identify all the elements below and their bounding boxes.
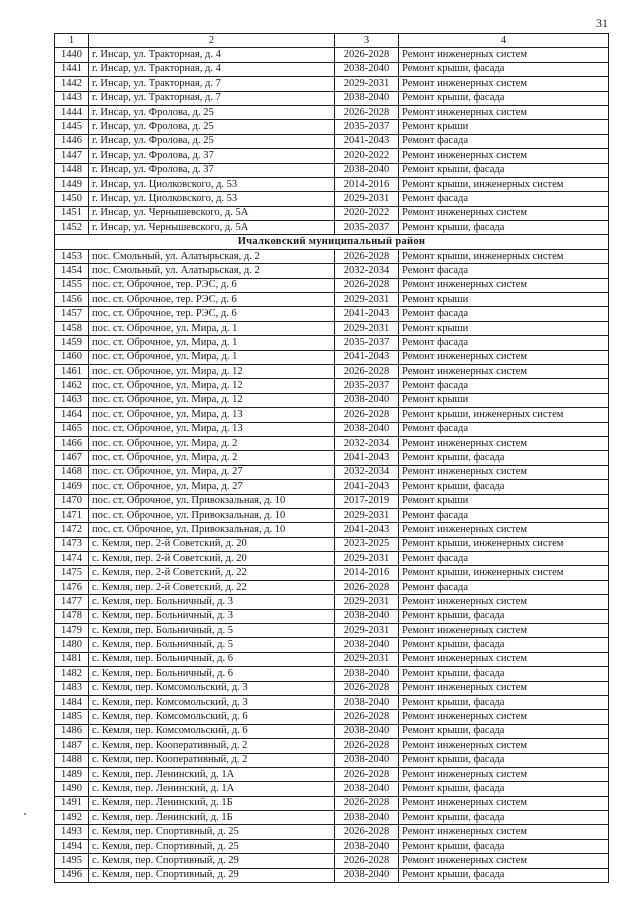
address-cell: г. Инсар, ул. Фролова, д. 25 (89, 120, 335, 134)
years-cell: 2026-2028 (335, 767, 399, 781)
table-row (55, 278, 609, 292)
work-type-cell: Ремонт инженерных систем (399, 825, 609, 839)
work-type-cell: Ремонт крыши (399, 393, 609, 407)
work-type-cell: Ремонт инженерных систем (399, 854, 609, 868)
years-cell: 2038-2040 (335, 422, 399, 436)
work-type-cell: Ремонт инженерных систем (399, 710, 609, 724)
table-row (55, 249, 609, 263)
table-row (55, 854, 609, 868)
row-number-cell: 1452 (55, 221, 89, 235)
district-heading: Ичалковский муниципальный район (55, 235, 609, 249)
address-cell: пос. Смольный, ул. Алатырьская, д. 2 (89, 264, 335, 278)
years-cell: 2026-2028 (335, 796, 399, 810)
row-number-cell: 1448 (55, 163, 89, 177)
years-cell: 2029-2031 (335, 77, 399, 91)
years-cell: 2041-2043 (335, 523, 399, 537)
address-cell: с. Кемля, пер. Спортивный, д. 25 (89, 825, 335, 839)
row-number-cell: 1488 (55, 753, 89, 767)
work-type-cell: Ремонт крыши, фасада (399, 839, 609, 853)
table-row (55, 350, 609, 364)
work-type-cell: Ремонт крыши (399, 293, 609, 307)
table-row (55, 652, 609, 666)
years-cell: 2038-2040 (335, 868, 399, 882)
years-cell: 2041-2043 (335, 307, 399, 321)
table-row (55, 624, 609, 638)
table-row (55, 436, 609, 450)
address-cell: г. Инсар, ул. Чернышевского, д. 5А (89, 221, 335, 235)
address-cell: г. Инсар, ул. Фролова, д. 37 (89, 149, 335, 163)
work-type-cell: Ремонт инженерных систем (399, 436, 609, 450)
years-cell: 2029-2031 (335, 508, 399, 522)
row-number-cell: 1451 (55, 206, 89, 220)
work-type-cell: Ремонт крыши, фасада (399, 868, 609, 882)
years-cell: 2017-2019 (335, 494, 399, 508)
district-heading-row (55, 235, 609, 249)
table-row (55, 221, 609, 235)
column-header-address: 2 (89, 34, 335, 48)
column-header-work: 4 (399, 34, 609, 48)
row-number-cell: 1490 (55, 782, 89, 796)
work-type-cell: Ремонт инженерных систем (399, 624, 609, 638)
address-cell: с. Кемля, пер. Больничный, д. 5 (89, 638, 335, 652)
table-row (55, 494, 609, 508)
work-type-cell: Ремонт крыши, фасада (399, 163, 609, 177)
table-row (55, 264, 609, 278)
address-cell: с. Кемля, пер. Комсомольский, д. 3 (89, 681, 335, 695)
work-type-cell: Ремонт крыши, фасада (399, 221, 609, 235)
years-cell: 2026-2028 (335, 825, 399, 839)
years-cell: 2041-2043 (335, 451, 399, 465)
years-cell: 2026-2028 (335, 739, 399, 753)
years-cell: 2038-2040 (335, 638, 399, 652)
work-type-cell: Ремонт крыши, фасада (399, 811, 609, 825)
district-section (55, 235, 609, 249)
address-cell: г. Инсар, ул. Тракторная, д. 7 (89, 77, 335, 91)
table-row (55, 393, 609, 407)
address-cell: с. Кемля, пер. 2-й Советский, д. 22 (89, 566, 335, 580)
years-cell: 2038-2040 (335, 667, 399, 681)
table-header (55, 34, 609, 48)
table-row (55, 638, 609, 652)
years-cell: 2026-2028 (335, 105, 399, 119)
table-row (55, 552, 609, 566)
row-number-cell: 1469 (55, 480, 89, 494)
table-row (55, 134, 609, 148)
years-cell: 2014-2016 (335, 177, 399, 191)
address-cell: с. Кемля, пер. Больничный, д. 3 (89, 609, 335, 623)
row-number-cell: 1457 (55, 307, 89, 321)
row-number-cell: 1492 (55, 811, 89, 825)
address-cell: пос. ст. Оброчное, ул. Мира, д. 12 (89, 393, 335, 407)
table-row (55, 77, 609, 91)
work-type-cell: Ремонт крыши, инженерных систем (399, 177, 609, 191)
page-number: 31 (596, 16, 608, 30)
years-cell: 2026-2028 (335, 249, 399, 263)
row-number-cell: 1482 (55, 667, 89, 681)
row-number-cell: 1474 (55, 552, 89, 566)
years-cell: 2029-2031 (335, 192, 399, 206)
row-number-cell: 1460 (55, 350, 89, 364)
work-type-cell: Ремонт крыши (399, 120, 609, 134)
years-cell: 2035-2037 (335, 120, 399, 134)
table-row (55, 451, 609, 465)
years-cell: 2032-2034 (335, 436, 399, 450)
work-type-cell: Ремонт крыши, фасада (399, 724, 609, 738)
row-number-cell: 1446 (55, 134, 89, 148)
work-type-cell: Ремонт фасада (399, 192, 609, 206)
address-cell: с. Кемля, пер. Комсомольский, д. 6 (89, 710, 335, 724)
address-cell: с. Кемля, пер. Спортивный, д. 25 (89, 839, 335, 853)
address-cell: с. Кемля, пер. 2-й Советский, д. 20 (89, 552, 335, 566)
table-row (55, 120, 609, 134)
table-row (55, 724, 609, 738)
work-type-cell: Ремонт фасада (399, 307, 609, 321)
address-cell: пос. ст. Оброчное, ул. Мира, д. 13 (89, 408, 335, 422)
address-cell: пос. ст. Оброчное, тер. РЭС, д. 6 (89, 293, 335, 307)
table-row (55, 753, 609, 767)
years-cell: 2026-2028 (335, 854, 399, 868)
table-row (55, 48, 609, 62)
years-cell: 2038-2040 (335, 163, 399, 177)
row-number-cell: 1443 (55, 91, 89, 105)
work-type-cell: Ремонт инженерных систем (399, 796, 609, 810)
address-cell: с. Кемля, пер. Комсомольский, д. 6 (89, 724, 335, 738)
row-number-cell: 1468 (55, 465, 89, 479)
table-row (55, 307, 609, 321)
years-cell: 2041-2043 (335, 350, 399, 364)
table-row (55, 336, 609, 350)
table-row (55, 408, 609, 422)
work-type-cell: Ремонт крыши, фасада (399, 609, 609, 623)
table-row (55, 710, 609, 724)
years-cell: 2038-2040 (335, 839, 399, 853)
work-type-cell: Ремонт крыши, инженерных систем (399, 537, 609, 551)
work-type-cell: Ремонт крыши, инженерных систем (399, 249, 609, 263)
years-cell: 2029-2031 (335, 624, 399, 638)
row-number-cell: 1483 (55, 681, 89, 695)
address-cell: с. Кемля, пер. Больничный, д. 6 (89, 667, 335, 681)
row-number-cell: 1465 (55, 422, 89, 436)
address-cell: пос. ст. Оброчное, ул. Мира, д. 12 (89, 364, 335, 378)
table-row (55, 149, 609, 163)
work-type-cell: Ремонт инженерных систем (399, 739, 609, 753)
table-row (55, 508, 609, 522)
column-header-number: 1 (55, 34, 89, 48)
years-cell: 2038-2040 (335, 782, 399, 796)
row-number-cell: 1473 (55, 537, 89, 551)
work-type-cell: Ремонт фасада (399, 552, 609, 566)
address-cell: с. Кемля, пер. Ленинский, д. 1А (89, 782, 335, 796)
address-cell: пос. ст. Оброчное, ул. Мира, д. 13 (89, 422, 335, 436)
table-row (55, 105, 609, 119)
work-type-cell: Ремонт крыши, фасада (399, 480, 609, 494)
row-number-cell: 1470 (55, 494, 89, 508)
table-row (55, 681, 609, 695)
row-number-cell: 1441 (55, 62, 89, 76)
table-row (55, 580, 609, 594)
address-cell: с. Кемля, пер. Больничный, д. 5 (89, 624, 335, 638)
years-cell: 2026-2028 (335, 278, 399, 292)
address-cell: с. Кемля, пер. Ленинский, д. 1Б (89, 811, 335, 825)
row-number-cell: 1494 (55, 839, 89, 853)
table-row (55, 192, 609, 206)
work-type-cell: Ремонт крыши, инженерных систем (399, 566, 609, 580)
row-number-cell: 1471 (55, 508, 89, 522)
row-number-cell: 1440 (55, 48, 89, 62)
work-type-cell: Ремонт фасада (399, 134, 609, 148)
years-cell: 2020-2022 (335, 149, 399, 163)
address-cell: пос. ст. Оброчное, тер. РЭС, д. 6 (89, 278, 335, 292)
address-cell: пос. ст. Оброчное, ул. Мира, д. 2 (89, 436, 335, 450)
work-type-cell: Ремонт крыши, фасада (399, 695, 609, 709)
work-type-cell: Ремонт крыши (399, 494, 609, 508)
row-number-cell: 1463 (55, 393, 89, 407)
row-number-cell: 1461 (55, 364, 89, 378)
table-row (55, 595, 609, 609)
table-row (55, 695, 609, 709)
years-cell: 2038-2040 (335, 91, 399, 105)
table-row (55, 177, 609, 191)
table-body-before (55, 48, 609, 235)
address-cell: г. Инсар, ул. Фролова, д. 37 (89, 163, 335, 177)
address-cell: с. Кемля, пер. Спортивный, д. 29 (89, 854, 335, 868)
work-type-cell: Ремонт фасада (399, 508, 609, 522)
row-number-cell: 1444 (55, 105, 89, 119)
table-row (55, 868, 609, 882)
years-cell: 2038-2040 (335, 811, 399, 825)
address-cell: г. Инсар, ул. Тракторная, д. 7 (89, 91, 335, 105)
address-cell: с. Кемля, пер. 2-й Советский, д. 22 (89, 580, 335, 594)
row-number-cell: 1467 (55, 451, 89, 465)
years-cell: 2038-2040 (335, 62, 399, 76)
row-number-cell: 1477 (55, 595, 89, 609)
work-type-cell: Ремонт фасада (399, 264, 609, 278)
table-row (55, 782, 609, 796)
years-cell: 2038-2040 (335, 609, 399, 623)
address-cell: с. Кемля, пер. Спортивный, д. 29 (89, 868, 335, 882)
years-cell: 2026-2028 (335, 710, 399, 724)
row-number-cell: 1493 (55, 825, 89, 839)
years-cell: 2026-2028 (335, 681, 399, 695)
work-type-cell: Ремонт инженерных систем (399, 48, 609, 62)
scan-speck (24, 813, 26, 815)
years-cell: 2026-2028 (335, 408, 399, 422)
row-number-cell: 1472 (55, 523, 89, 537)
work-type-cell: Ремонт крыши, фасада (399, 91, 609, 105)
table-row (55, 321, 609, 335)
table-row (55, 163, 609, 177)
work-type-cell: Ремонт инженерных систем (399, 278, 609, 292)
work-type-cell: Ремонт крыши, фасада (399, 62, 609, 76)
work-type-cell: Ремонт фасада (399, 580, 609, 594)
work-type-cell: Ремонт инженерных систем (399, 681, 609, 695)
address-cell: г. Инсар, ул. Фролова, д. 25 (89, 105, 335, 119)
table-row (55, 422, 609, 436)
address-cell: с. Кемля, пер. Комсомольский, д. 3 (89, 695, 335, 709)
table-row (55, 91, 609, 105)
address-cell: с. Кемля, пер. Кооперативный, д. 2 (89, 753, 335, 767)
years-cell: 2026-2028 (335, 580, 399, 594)
address-cell: пос. ст. Оброчное, ул. Привокзальная, д. 10 (89, 523, 335, 537)
row-number-cell: 1480 (55, 638, 89, 652)
years-cell: 2041-2043 (335, 480, 399, 494)
row-number-cell: 1491 (55, 796, 89, 810)
work-type-cell: Ремонт крыши, фасада (399, 753, 609, 767)
table-row (55, 523, 609, 537)
row-number-cell: 1462 (55, 379, 89, 393)
table-body-after (55, 249, 609, 882)
work-type-cell: Ремонт крыши, фасада (399, 451, 609, 465)
work-type-cell: Ремонт инженерных систем (399, 350, 609, 364)
row-number-cell: 1485 (55, 710, 89, 724)
table-row (55, 825, 609, 839)
years-cell: 2038-2040 (335, 753, 399, 767)
address-cell: с. Кемля, пер. Больничный, д. 3 (89, 595, 335, 609)
address-cell: пос. ст. Оброчное, ул. Привокзальная, д. 10 (89, 494, 335, 508)
address-cell: пос. ст. Оброчное, ул. Мира, д. 1 (89, 350, 335, 364)
years-cell: 2038-2040 (335, 695, 399, 709)
row-number-cell: 1496 (55, 868, 89, 882)
row-number-cell: 1489 (55, 767, 89, 781)
years-cell: 2038-2040 (335, 724, 399, 738)
row-number-cell: 1466 (55, 436, 89, 450)
table-row (55, 796, 609, 810)
work-type-cell: Ремонт фасада (399, 336, 609, 350)
header-row (55, 34, 609, 48)
address-cell: г. Инсар, ул. Тракторная, д. 4 (89, 62, 335, 76)
table-row (55, 667, 609, 681)
address-cell: с. Кемля, пер. Больничный, д. 6 (89, 652, 335, 666)
address-cell: г. Инсар, ул. Тракторная, д. 4 (89, 48, 335, 62)
work-type-cell: Ремонт инженерных систем (399, 364, 609, 378)
column-header-years: 3 (335, 34, 399, 48)
years-cell: 2035-2037 (335, 379, 399, 393)
years-cell: 2041-2043 (335, 134, 399, 148)
row-number-cell: 1456 (55, 293, 89, 307)
years-cell: 2020-2022 (335, 206, 399, 220)
address-cell: пос. ст. Оброчное, ул. Мира, д. 1 (89, 321, 335, 335)
table-row (55, 293, 609, 307)
repair-schedule-table (54, 33, 609, 883)
years-cell: 2029-2031 (335, 321, 399, 335)
table-row (55, 609, 609, 623)
row-number-cell: 1449 (55, 177, 89, 191)
work-type-cell: Ремонт инженерных систем (399, 149, 609, 163)
address-cell: г. Инсар, ул. Циолковского, д. 53 (89, 177, 335, 191)
address-cell: пос. ст. Оброчное, тер. РЭС, д. 6 (89, 307, 335, 321)
row-number-cell: 1484 (55, 695, 89, 709)
address-cell: г. Инсар, ул. Циолковского, д. 53 (89, 192, 335, 206)
row-number-cell: 1478 (55, 609, 89, 623)
work-type-cell: Ремонт крыши, инженерных систем (399, 408, 609, 422)
table-row (55, 206, 609, 220)
years-cell: 2029-2031 (335, 552, 399, 566)
table-row (55, 62, 609, 76)
address-cell: г. Инсар, ул. Чернышевского, д. 5А (89, 206, 335, 220)
table-row (55, 739, 609, 753)
table-row (55, 465, 609, 479)
years-cell: 2038-2040 (335, 393, 399, 407)
address-cell: г. Инсар, ул. Фролова, д. 25 (89, 134, 335, 148)
table-row (55, 767, 609, 781)
address-cell: с. Кемля, пер. Ленинский, д. 1Б (89, 796, 335, 810)
row-number-cell: 1453 (55, 249, 89, 263)
row-number-cell: 1487 (55, 739, 89, 753)
row-number-cell: 1479 (55, 624, 89, 638)
years-cell: 2032-2034 (335, 264, 399, 278)
table-row (55, 811, 609, 825)
table-row (55, 480, 609, 494)
table-row (55, 379, 609, 393)
work-type-cell: Ремонт инженерных систем (399, 652, 609, 666)
work-type-cell: Ремонт крыши, фасада (399, 782, 609, 796)
years-cell: 2026-2028 (335, 48, 399, 62)
work-type-cell: Ремонт крыши, фасада (399, 667, 609, 681)
address-cell: пос. ст. Оброчное, ул. Мира, д. 2 (89, 451, 335, 465)
address-cell: с. Кемля, пер. Кооперативный, д. 2 (89, 739, 335, 753)
row-number-cell: 1455 (55, 278, 89, 292)
work-type-cell: Ремонт инженерных систем (399, 465, 609, 479)
row-number-cell: 1445 (55, 120, 89, 134)
table-row (55, 839, 609, 853)
row-number-cell: 1450 (55, 192, 89, 206)
row-number-cell: 1464 (55, 408, 89, 422)
table-row (55, 566, 609, 580)
years-cell: 2029-2031 (335, 652, 399, 666)
work-type-cell: Ремонт инженерных систем (399, 206, 609, 220)
table-row (55, 537, 609, 551)
row-number-cell: 1476 (55, 580, 89, 594)
years-cell: 2026-2028 (335, 364, 399, 378)
years-cell: 2035-2037 (335, 221, 399, 235)
work-type-cell: Ремонт инженерных систем (399, 523, 609, 537)
row-number-cell: 1458 (55, 321, 89, 335)
work-type-cell: Ремонт фасада (399, 379, 609, 393)
work-type-cell: Ремонт инженерных систем (399, 105, 609, 119)
row-number-cell: 1495 (55, 854, 89, 868)
years-cell: 2029-2031 (335, 293, 399, 307)
row-number-cell: 1459 (55, 336, 89, 350)
years-cell: 2035-2037 (335, 336, 399, 350)
work-type-cell: Ремонт крыши (399, 321, 609, 335)
row-number-cell: 1475 (55, 566, 89, 580)
address-cell: пос. Смольный, ул. Алатырьская, д. 2 (89, 249, 335, 263)
address-cell: с. Кемля, пер. 2-й Советский, д. 20 (89, 537, 335, 551)
work-type-cell: Ремонт инженерных систем (399, 595, 609, 609)
address-cell: пос. ст. Оброчное, ул. Привокзальная, д. 10 (89, 508, 335, 522)
row-number-cell: 1481 (55, 652, 89, 666)
work-type-cell: Ремонт крыши, фасада (399, 638, 609, 652)
address-cell: с. Кемля, пер. Ленинский, д. 1А (89, 767, 335, 781)
years-cell: 2023-2025 (335, 537, 399, 551)
address-cell: пос. ст. Оброчное, ул. Мира, д. 27 (89, 465, 335, 479)
work-type-cell: Ремонт инженерных систем (399, 77, 609, 91)
work-type-cell: Ремонт инженерных систем (399, 767, 609, 781)
row-number-cell: 1486 (55, 724, 89, 738)
years-cell: 2014-2016 (335, 566, 399, 580)
row-number-cell: 1447 (55, 149, 89, 163)
table-row (55, 364, 609, 378)
address-cell: пос. ст. Оброчное, ул. Мира, д. 27 (89, 480, 335, 494)
row-number-cell: 1454 (55, 264, 89, 278)
years-cell: 2029-2031 (335, 595, 399, 609)
work-type-cell: Ремонт фасада (399, 422, 609, 436)
address-cell: пос. ст. Оброчное, ул. Мира, д. 12 (89, 379, 335, 393)
years-cell: 2032-2034 (335, 465, 399, 479)
row-number-cell: 1442 (55, 77, 89, 91)
address-cell: пос. ст. Оброчное, ул. Мира, д. 1 (89, 336, 335, 350)
